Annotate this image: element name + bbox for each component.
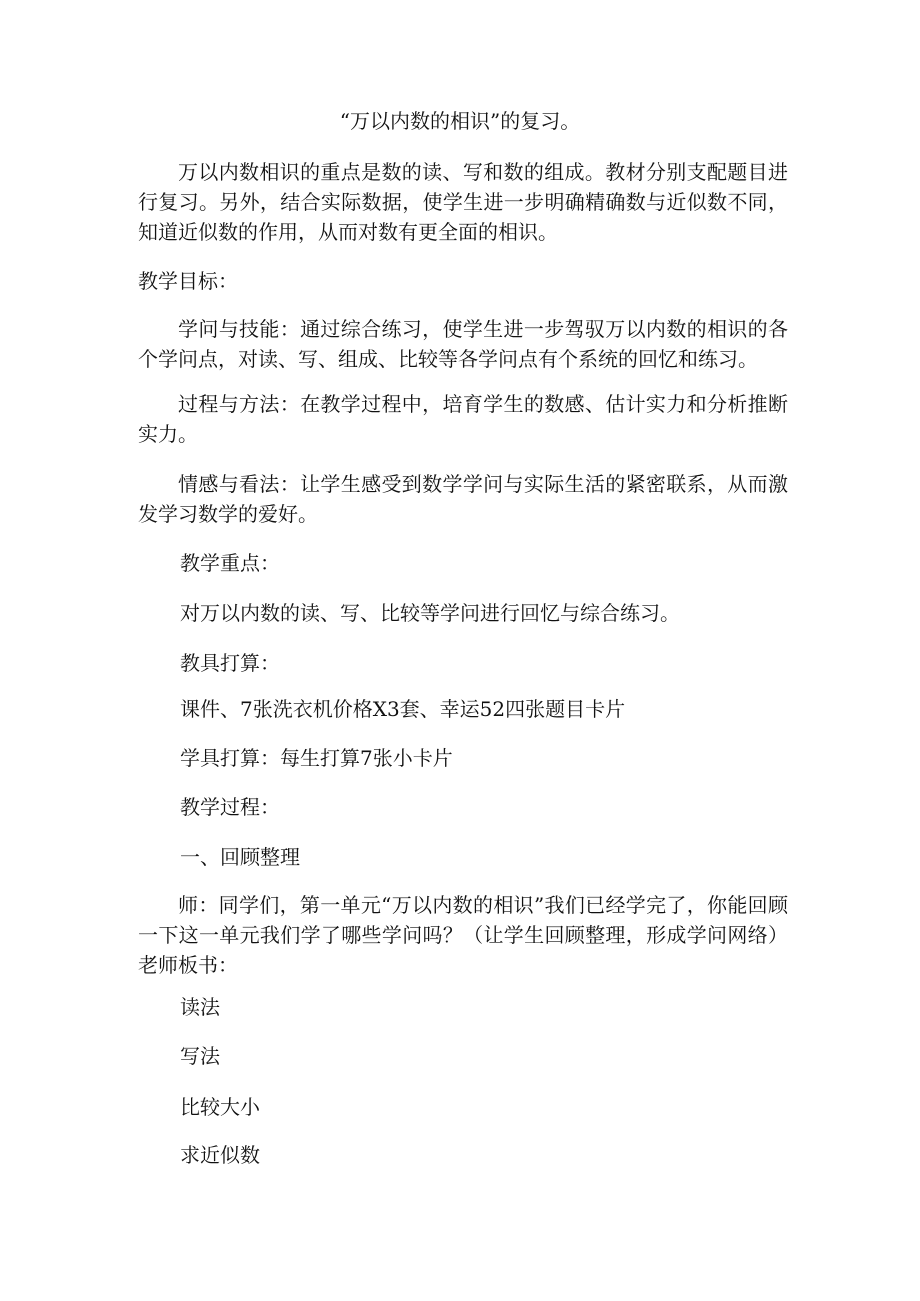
key-point: 对万以内数的读、写、比较等学问进行回忆与综合练习。	[180, 601, 680, 625]
section-one-heading: 一、回顾整理	[180, 845, 300, 869]
student-aids: 学具打算：每生打算7张小卡片	[180, 746, 453, 770]
objectives-heading: 教学目标：	[138, 269, 238, 293]
board-item-comparing: 比较大小	[180, 1095, 260, 1119]
board-item-approximate: 求近似数	[180, 1143, 260, 1167]
intro-paragraph: 万以内数相识的重点是数的读、写和数的组成。教材分别支配题目进行复习。另外，结合实际数据，使学生进一步明确精确数与近似数不同，知道近似数的作用，从而对数有更全面的相识。	[138, 160, 788, 244]
board-item-reading: 读法	[180, 995, 220, 1019]
objective-process: 过程与方法：在教学过程中，培育学生的数感、估计实力和分析推断实力。	[138, 392, 788, 446]
teacher-speech: 师：同学们，第一单元“万以内数的相识”我们已经学完了，你能回顾一下这一单元我们学了哪些学问吗？（让学生回顾整理，形成学问网络）老师板书：	[138, 893, 788, 977]
teaching-aids: 课件、7张洗衣机价格X3套、幸运52四张题目卡片	[180, 697, 626, 721]
objective-emotion: 情感与看法：让学生感受到数学学问与实际生活的紧密联系，从而激发学习数学的爱好。	[138, 472, 788, 526]
objective-knowledge: 学问与技能：通过综合练习，使学生进一步驾驭万以内数的相识的各个学问点，对读、写、组成、比较等各学问点有个系统的回忆和练习。	[138, 317, 788, 371]
teaching-aids-heading: 教具打算：	[180, 651, 280, 675]
process-heading: 教学过程：	[180, 795, 280, 819]
key-point-heading: 教学重点：	[180, 551, 280, 575]
board-item-writing: 写法	[180, 1044, 220, 1068]
document-title: “万以内数的相识”的复习。	[339, 109, 581, 133]
